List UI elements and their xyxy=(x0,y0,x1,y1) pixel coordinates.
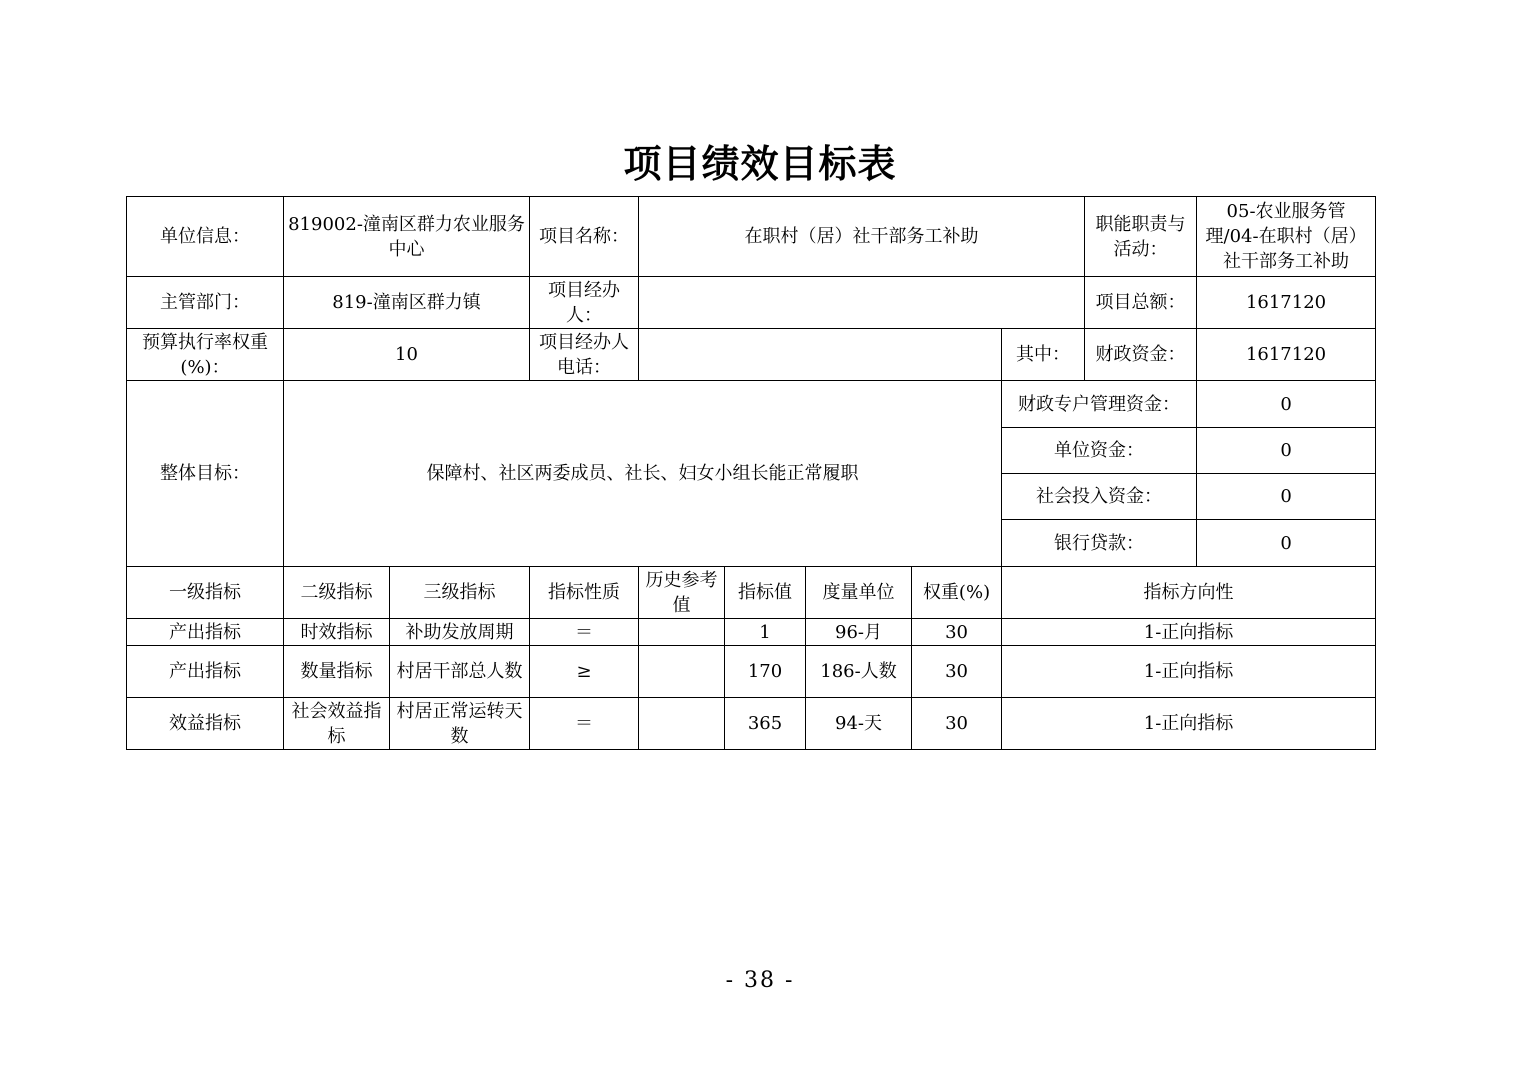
cell-history xyxy=(639,698,725,750)
cell-value: 365 xyxy=(725,698,806,750)
cell-value: 170 xyxy=(725,646,806,698)
cell-nature: ≥ xyxy=(530,646,639,698)
function-label: 职能职责与活动： xyxy=(1085,197,1197,277)
manager-phone-value xyxy=(639,329,1002,381)
col-header-level1: 一级指标 xyxy=(127,567,284,619)
bank-loan-label: 银行贷款： xyxy=(1002,520,1197,567)
cell-weight: 30 xyxy=(912,698,1002,750)
overall-goal-label: 整体目标： xyxy=(127,381,284,567)
social-fund-label: 社会投入资金： xyxy=(1002,474,1197,520)
budget-rate-value: 10 xyxy=(284,329,530,381)
unit-fund-label: 单位资金： xyxy=(1002,428,1197,474)
cell-weight: 30 xyxy=(912,619,1002,646)
total-label: 项目总额： xyxy=(1085,277,1197,329)
col-header-weight: 权重(%) xyxy=(912,567,1002,619)
project-name-value: 在职村（居）社干部务工补助 xyxy=(639,197,1085,277)
cell-direction: 1-正向指标 xyxy=(1002,646,1376,698)
cell-level3: 村居干部总人数 xyxy=(390,646,530,698)
cell-level2: 数量指标 xyxy=(284,646,390,698)
table-row xyxy=(127,619,1376,646)
col-header-history: 历史参考值 xyxy=(639,567,725,619)
fiscal-value: 1617120 xyxy=(1197,329,1376,381)
cell-weight: 30 xyxy=(912,646,1002,698)
cell-nature: ＝ xyxy=(530,619,639,646)
manager-label: 项目经办人： xyxy=(530,277,639,329)
overall-goal-value: 保障村、社区两委成员、社长、妇女小组长能正常履职 xyxy=(284,381,1002,567)
dept-value: 819-潼南区群力镇 xyxy=(284,277,530,329)
cell-unit: 96-月 xyxy=(806,619,912,646)
page-number: - 38 - xyxy=(725,968,795,993)
cell-level3: 补助发放周期 xyxy=(390,619,530,646)
performance-target-table xyxy=(126,196,1376,750)
col-header-direction: 指标方向性 xyxy=(1002,567,1376,619)
unit-info-label: 单位信息： xyxy=(127,197,284,277)
cell-level2: 时效指标 xyxy=(284,619,390,646)
bank-loan-value: 0 xyxy=(1197,520,1376,567)
table-row xyxy=(127,646,1376,698)
col-header-level3: 三级指标 xyxy=(390,567,530,619)
page-title: 项目绩效目标表 xyxy=(623,141,897,186)
table-row xyxy=(127,698,1376,750)
cell-unit: 186-人数 xyxy=(806,646,912,698)
cell-nature: ＝ xyxy=(530,698,639,750)
cell-level2: 社会效益指标 xyxy=(284,698,390,750)
manager-value xyxy=(639,277,1085,329)
cell-direction: 1-正向指标 xyxy=(1002,698,1376,750)
cell-level1: 效益指标 xyxy=(127,698,284,750)
special-fund-label: 财政专户管理资金： xyxy=(1002,381,1197,428)
cell-unit: 94-天 xyxy=(806,698,912,750)
of-which-label: 其中： xyxy=(1002,329,1085,381)
cell-direction: 1-正向指标 xyxy=(1002,619,1376,646)
total-value: 1617120 xyxy=(1197,277,1376,329)
cell-level1: 产出指标 xyxy=(127,646,284,698)
cell-level1: 产出指标 xyxy=(127,619,284,646)
unit-info-value: 819002-潼南区群力农业服务中心 xyxy=(284,197,530,277)
function-value: 05-农业服务管理/04-在职村（居）社干部务工补助 xyxy=(1197,197,1376,277)
cell-value: 1 xyxy=(725,619,806,646)
dept-label: 主管部门： xyxy=(127,277,284,329)
cell-history xyxy=(639,646,725,698)
budget-rate-label: 预算执行率权重(%)： xyxy=(127,329,284,381)
manager-phone-label: 项目经办人电话： xyxy=(530,329,639,381)
cell-level3: 村居正常运转天数 xyxy=(390,698,530,750)
fiscal-label: 财政资金： xyxy=(1085,329,1197,381)
col-header-unit: 度量单位 xyxy=(806,567,912,619)
project-name-label: 项目名称： xyxy=(530,197,639,277)
col-header-nature: 指标性质 xyxy=(530,567,639,619)
cell-history xyxy=(639,619,725,646)
col-header-level2: 二级指标 xyxy=(284,567,390,619)
social-fund-value: 0 xyxy=(1197,474,1376,520)
unit-fund-value: 0 xyxy=(1197,428,1376,474)
special-fund-value: 0 xyxy=(1197,381,1376,428)
col-header-value: 指标值 xyxy=(725,567,806,619)
